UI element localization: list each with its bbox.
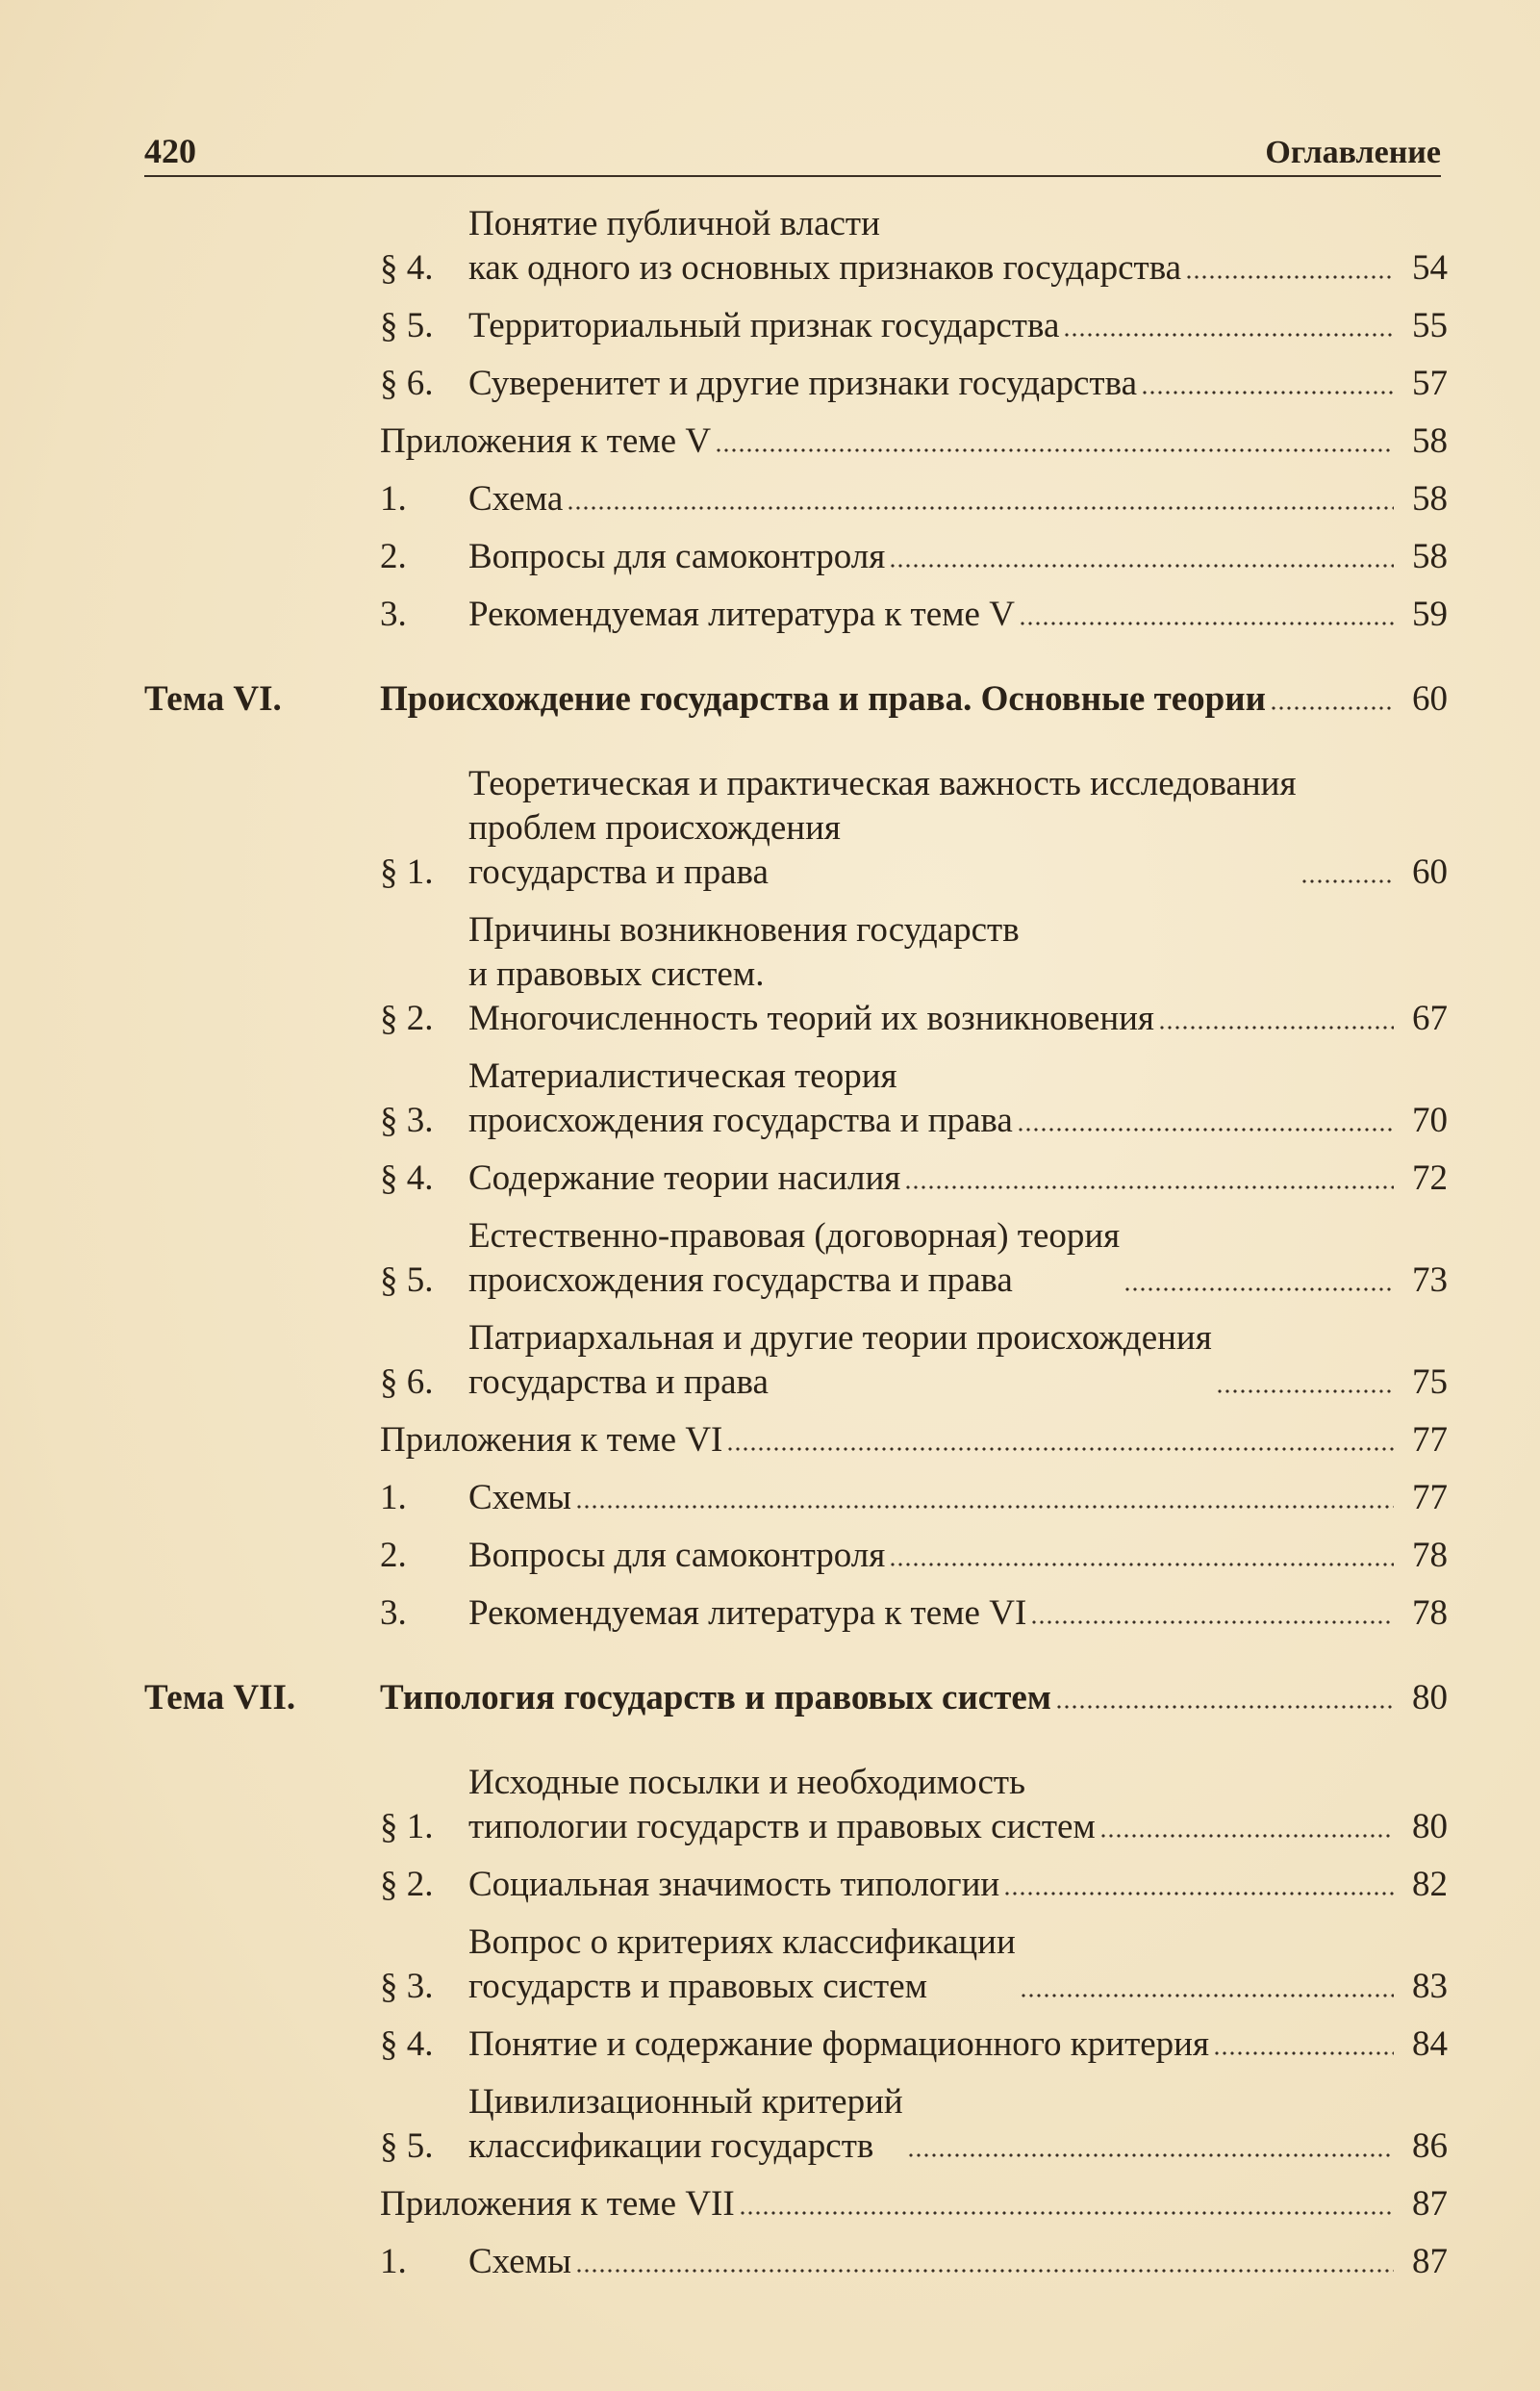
entry-title: Понятие и содержание формационного критерия [468, 2024, 1209, 2064]
entry-page-number: 60 [1412, 852, 1448, 892]
toc-entry [144, 1055, 1448, 1143]
entry-title: Схемы [468, 1478, 571, 1517]
topic-label: Тема VII. [144, 1678, 296, 1717]
toc-entry [144, 2022, 1448, 2067]
entry-title: Исходные посылки и необходимость типологии государств и правовых систем [468, 1763, 1096, 1846]
toc-entry [144, 362, 1448, 406]
entry-title: Понятие публичной власти как одного из основных признаков государства [468, 204, 1182, 288]
dot-leader [1063, 332, 1394, 338]
toc-entry [144, 1214, 1448, 1303]
dot-leader [1055, 1704, 1394, 1710]
entry-page-number: 87 [1412, 2242, 1448, 2281]
entry-title: Цивилизационный критерий классификации государств [468, 2082, 903, 2166]
entry-page-number: 80 [1412, 1807, 1448, 1846]
entry-title: Типология государств и правовых систем [380, 1678, 1052, 1717]
entry-number: § 5. [380, 1260, 434, 1300]
toc-entry [144, 1534, 1448, 1578]
entry-page-number: 58 [1412, 421, 1448, 461]
dot-leader [1003, 1891, 1394, 1896]
entry-page-number: 67 [1412, 999, 1448, 1038]
entry-page-number: 78 [1412, 1536, 1448, 1575]
dot-leader [739, 2210, 1394, 2216]
entry-title: Вопрос о критериях классификации государств и правовых систем [468, 1922, 1016, 2006]
entry-number: § 6. [380, 1362, 434, 1402]
entry-number: 3. [380, 1593, 407, 1633]
dot-leader [1030, 1619, 1394, 1625]
entry-title: Схемы [468, 2242, 571, 2281]
entry-title: Патриархальная и другие теории происхождения государства и права [468, 1318, 1212, 1402]
dot-leader [907, 2152, 1394, 2158]
entry-number: 1. [380, 1478, 407, 1517]
dot-leader [1020, 1993, 1394, 1998]
toc-entry [144, 1476, 1448, 1520]
dot-leader [889, 1562, 1394, 1567]
toc-entry [144, 1761, 1448, 1849]
entry-title: Схема [468, 479, 564, 519]
entry-title: Происхождение государства и права. Основные теории [380, 679, 1266, 719]
entry-page-number: 84 [1412, 2024, 1448, 2064]
entry-title: Социальная значимость типологии [468, 1865, 1000, 1904]
toc-entry [144, 593, 1448, 637]
entry-number: 1. [380, 479, 407, 519]
dot-leader [1216, 1388, 1394, 1394]
entry-page-number: 54 [1412, 248, 1448, 288]
toc-entry [144, 535, 1448, 579]
section-title: Оглавление [1265, 135, 1441, 170]
entry-title: Приложения к теме VI [380, 1420, 723, 1460]
entry-title: Вопросы для самоконтроля [468, 537, 886, 576]
entry-number: § 6. [380, 364, 434, 403]
dot-leader [1270, 705, 1394, 711]
toc-entry [144, 2080, 1448, 2169]
entry-page-number: 80 [1412, 1678, 1448, 1717]
entry-title: Территориальный признак государства [468, 306, 1060, 345]
entry-page-number: 83 [1412, 1967, 1448, 2006]
entry-title: Естественно-правовая (договорная) теория происхождения государства и права [468, 1216, 1121, 1300]
toc-entry [144, 1157, 1448, 1201]
dot-leader [726, 1446, 1394, 1452]
entry-number: 3. [380, 595, 407, 634]
entry-title: Материалистическая теория происхождения государства и права [468, 1056, 1013, 1140]
entry-title: Суверенитет и другие признаки государства [468, 364, 1137, 403]
dot-leader [1019, 621, 1394, 626]
entry-number: § 1. [380, 852, 434, 892]
entry-number: § 5. [380, 306, 434, 345]
toc-entry [144, 202, 1448, 291]
toc-entry [144, 1863, 1448, 1907]
entry-title: Приложения к теме VII [380, 2184, 735, 2224]
toc-entry [144, 420, 1448, 464]
entry-title: Теоретическая и практическая важность исследования проблем происхождения государства и права [468, 764, 1297, 892]
toc-entry [144, 1316, 1448, 1405]
dot-leader [1141, 390, 1394, 395]
table-of-contents [144, 202, 1448, 2284]
entry-number: 2. [380, 1536, 407, 1575]
page-header [144, 127, 1441, 177]
entry-number: 2. [380, 537, 407, 576]
entry-title: Приложения к теме V [380, 421, 712, 461]
toc-entry [144, 1418, 1448, 1463]
entry-number: § 4. [380, 2024, 434, 2064]
toc-entry [144, 2182, 1448, 2226]
toc-entry [144, 1591, 1448, 1636]
dot-leader [904, 1184, 1394, 1190]
dot-leader [1158, 1025, 1394, 1030]
entry-title: Вопросы для самоконтроля [468, 1536, 886, 1575]
entry-title: Рекомендуемая литература к теме V [468, 595, 1015, 634]
toc-entry [144, 304, 1448, 348]
entry-page-number: 82 [1412, 1865, 1448, 1904]
entry-number: § 4. [380, 1158, 434, 1198]
entry-page-number: 57 [1412, 364, 1448, 403]
entry-page-number: 55 [1412, 306, 1448, 345]
entry-number: § 4. [380, 248, 434, 288]
entry-number: § 3. [380, 1101, 434, 1140]
entry-number: § 3. [380, 1967, 434, 2006]
dot-leader [715, 447, 1394, 453]
entry-page-number: 77 [1412, 1478, 1448, 1517]
entry-title: Причины возникновения государств и правовых систем. Многочисленность теорий их возникновения [468, 910, 1154, 1038]
toc-entry [144, 477, 1448, 521]
dot-leader [1017, 1127, 1394, 1132]
dot-leader [1099, 1833, 1394, 1839]
entry-title: Содержание теории насилия [468, 1158, 901, 1198]
entry-number: § 1. [380, 1807, 434, 1846]
dot-leader [575, 2268, 1394, 2274]
entry-page-number: 75 [1412, 1362, 1448, 1402]
dot-leader [575, 1504, 1394, 1510]
entry-number: § 2. [380, 1865, 434, 1904]
entry-page-number: 58 [1412, 537, 1448, 576]
entry-page-number: 86 [1412, 2126, 1448, 2166]
toc-topic-row [144, 677, 1448, 722]
entry-page-number: 70 [1412, 1101, 1448, 1140]
toc-entry [144, 908, 1448, 1041]
toc-entry [144, 762, 1448, 895]
entry-page-number: 78 [1412, 1593, 1448, 1633]
topic-label: Тема VI. [144, 679, 282, 719]
dot-leader [1123, 1286, 1394, 1292]
dot-leader [889, 563, 1394, 569]
dot-leader [1185, 274, 1394, 280]
entry-number: § 2. [380, 999, 434, 1038]
entry-title: Рекомендуемая литература к теме VI [468, 1593, 1027, 1633]
entry-number: § 5. [380, 2126, 434, 2166]
entry-page-number: 58 [1412, 479, 1448, 519]
dot-leader [1300, 878, 1394, 884]
entry-page-number: 60 [1412, 679, 1448, 719]
entry-number: 1. [380, 2242, 407, 2281]
dot-leader [1213, 2050, 1394, 2056]
toc-entry [144, 2240, 1448, 2284]
entry-page-number: 59 [1412, 595, 1448, 634]
page-number: 420 [144, 132, 196, 170]
entry-page-number: 87 [1412, 2184, 1448, 2224]
toc-entry [144, 1920, 1448, 2009]
dot-leader [567, 505, 1394, 511]
entry-page-number: 72 [1412, 1158, 1448, 1198]
entry-page-number: 73 [1412, 1260, 1448, 1300]
toc-topic-row [144, 1676, 1448, 1720]
entry-page-number: 77 [1412, 1420, 1448, 1460]
